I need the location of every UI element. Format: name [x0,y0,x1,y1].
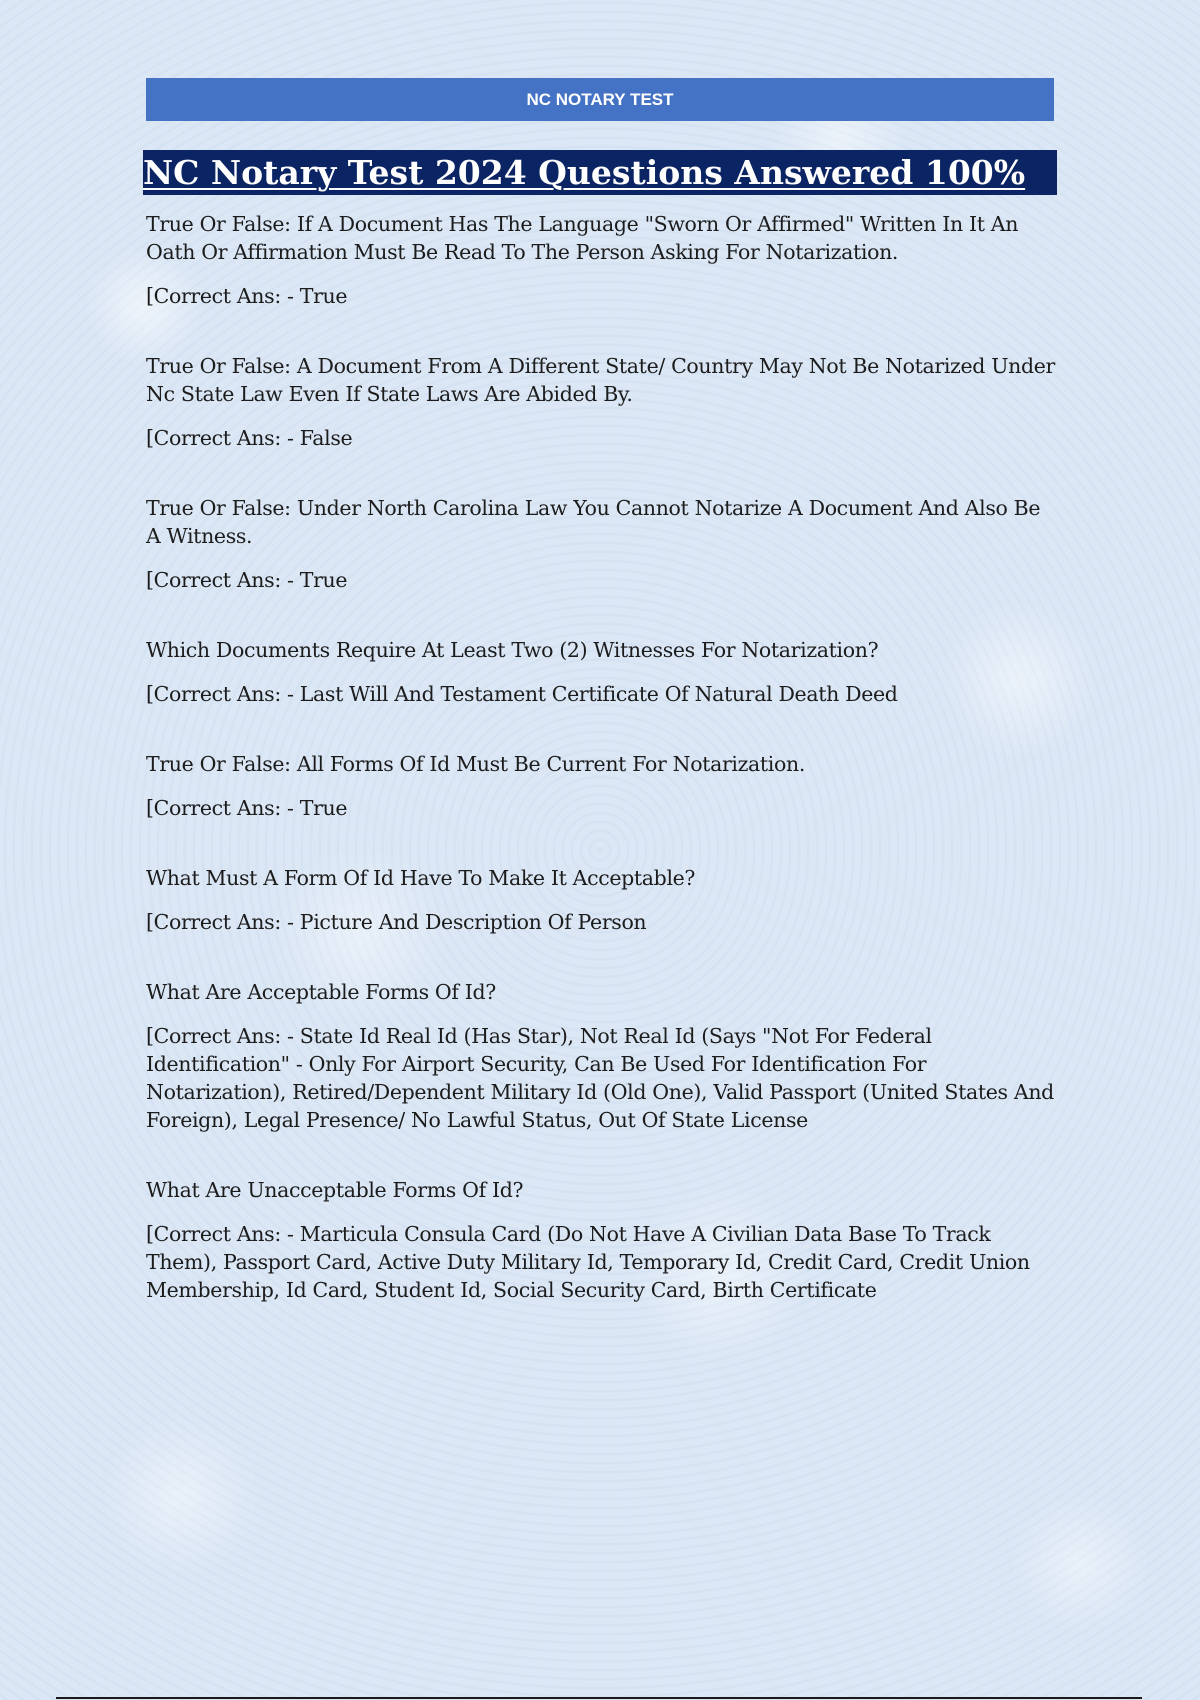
answer-text: [Correct Ans: - Marticula Consula Card (Do Not Have A Civilian Data Base To Track Them), Passport Card, Active Duty Military Id, Temporary Id, Credit Card, Credit Union Membership, Id Card, Student Id, Social Security Card, Birth Certificate [146,1222,1030,1302]
qa-item [146,978,1056,1134]
answer-text: [Correct Ans: - State Id Real Id (Has Star), Not Real Id (Says "Not For Federal Identification" - Only For Airport Security, Can Be Used For Identification For Notarization), Retired/Dependent Military Id (Old One), Valid Passport (United States And Foreign), Legal Presence/ No Lawful Status, Out Of State License [146,1024,1054,1132]
answer-text: [Correct Ans: - True [146,284,348,308]
qa-item [146,750,1056,822]
question-text: What Are Unacceptable Forms Of Id? [146,1178,524,1202]
qa-item [146,864,1056,936]
document-title: NC Notary Test 2024 Questions Answered 100% [143,150,1057,195]
footer-divider [56,1697,1142,1699]
qa-item [146,210,1056,310]
header-label: NC NOTARY TEST [526,89,674,109]
answer-text: [Correct Ans: - Last Will And Testament Certificate Of Natural Death Deed [146,682,898,706]
question-text: True Or False: If A Document Has The Language "Sworn Or Affirmed" Written In It An Oath Or Affirmation Must Be Read To The Person Asking For Notarization. [146,212,1019,264]
answer-text: [Correct Ans: - Picture And Description Of Person [146,910,647,934]
answer-text: [Correct Ans: - False [146,426,353,450]
qa-item [146,1176,1056,1304]
question-text: True Or False: A Document From A Different State/ Country May Not Be Notarized Under Nc State Law Even If State Laws Are Abided By. [146,354,1055,406]
qa-item [146,636,1056,708]
question-text: Which Documents Require At Least Two (2) Witnesses For Notarization? [146,638,879,662]
question-text: What Must A Form Of Id Have To Make It Acceptable? [146,866,696,890]
answer-text: [Correct Ans: - True [146,796,348,820]
question-text: True Or False: Under North Carolina Law You Cannot Notarize A Document And Also Be A Witness. [146,496,1041,548]
qa-item [146,352,1056,452]
answer-text: [Correct Ans: - True [146,568,348,592]
question-text: True Or False: All Forms Of Id Must Be Current For Notarization. [146,752,806,776]
qa-item [146,494,1056,594]
document-header-bar [146,78,1054,121]
question-text: What Are Acceptable Forms Of Id? [146,980,496,1004]
qa-list [146,210,1056,1346]
